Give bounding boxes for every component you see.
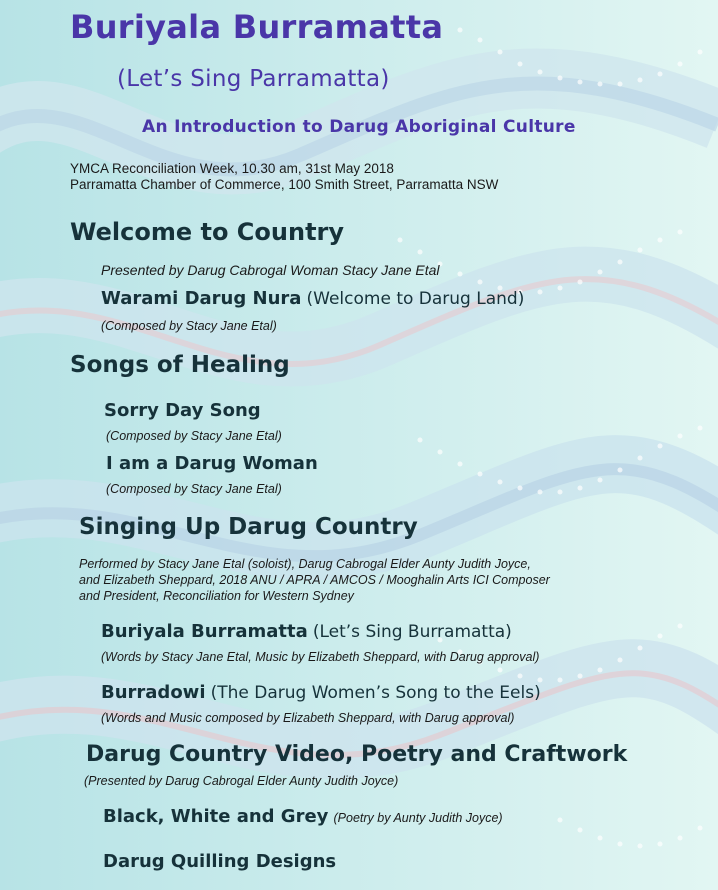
video-item1-credit: (Poetry by Aunty Judith Joyce) [333,811,503,825]
section-heading-healing: Songs of Healing [70,352,290,378]
singing-up-song2-translation: (The Darug Women’s Song to the Eels) [210,683,541,703]
singing-up-song2 [101,682,541,703]
healing-song1-credit: (Composed by Stacy Jane Etal) [106,429,282,443]
singing-up-performers-line1: Performed by Stacy Jane Etal (soloist), Darug Cabrogal Elder Aunty Judith Joyce, [79,557,531,571]
video-item1-title: Black, White and Grey [103,806,329,827]
page-title: Buriyala Burramatta [70,8,444,46]
video-presenter: (Presented by Darug Cabrogal Elder Aunty Judith Joyce) [84,774,399,788]
welcome-presenter: Presented by Darug Cabrogal Woman Stacy Jane Etal [101,262,440,278]
video-item2-title: Darug Quilling Designs [103,851,337,872]
singing-up-song1-title: Buriyala Burramatta [101,621,308,642]
singing-up-song2-title: Burradowi [101,682,206,703]
healing-song2-credit: (Composed by Stacy Jane Etal) [106,482,282,496]
healing-song1-title: Sorry Day Song [104,400,261,421]
page-subtitle: (Let’s Sing Parramatta) [117,66,390,92]
singing-up-song2-credit: (Words and Music composed by Elizabeth Sheppard, with Darug approval) [101,711,515,725]
singing-up-performers-line2: and Elizabeth Sheppard, 2018 ANU / APRA / AMCOS / Mooghalin Arts ICI Composer [79,573,550,587]
page-tagline: An Introduction to Darug Aboriginal Culture [142,117,576,137]
video-item1 [103,806,503,827]
welcome-song-translation: (Welcome to Darug Land) [306,289,525,309]
singing-up-performers-line3: and President, Reconciliation for Western Sydney [79,589,354,603]
singing-up-song1-translation: (Let’s Sing Burramatta) [312,622,512,642]
section-heading-singing-up: Singing Up Darug Country [79,514,418,540]
welcome-song [101,288,524,309]
event-line: YMCA Reconciliation Week, 10.30 am, 31st May 2018 [70,161,394,176]
singing-up-song1-credit: (Words by Stacy Jane Etal, Music by Elizabeth Sheppard, with Darug approval) [101,650,540,664]
venue-line: Parramatta Chamber of Commerce, 100 Smith Street, Parramatta NSW [70,177,499,192]
singing-up-song1 [101,621,512,642]
welcome-song-credit: (Composed by Stacy Jane Etal) [101,319,277,333]
welcome-song-title: Warami Darug Nura [101,288,302,309]
section-heading-video: Darug Country Video, Poetry and Craftwork [86,742,628,767]
section-heading-welcome: Welcome to Country [70,218,345,246]
healing-song2-title: I am a Darug Woman [106,453,318,474]
